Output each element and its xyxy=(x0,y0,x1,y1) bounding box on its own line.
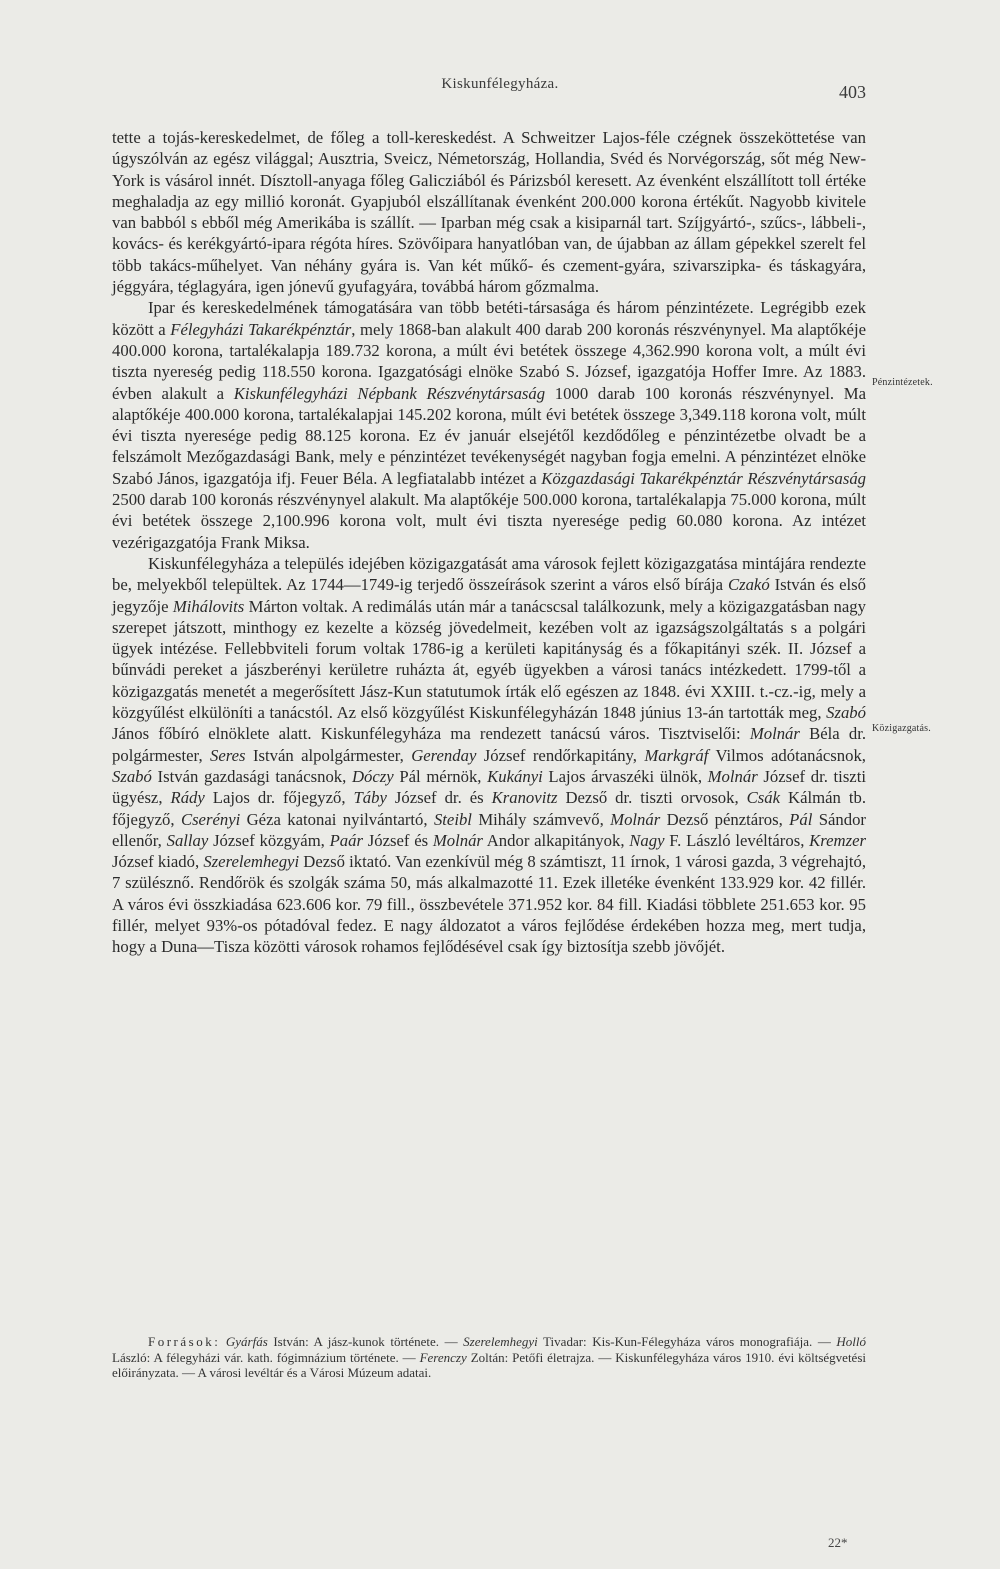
person-name: Kremzer xyxy=(809,830,866,850)
person-name: Szabó xyxy=(112,766,152,786)
person-name: Cserényi xyxy=(180,809,241,829)
text-run: Lajos dr. főjegyző, xyxy=(204,788,354,808)
person-name: Czakó xyxy=(727,575,770,595)
person-name: Nagy xyxy=(629,830,665,850)
person-name: Paár xyxy=(329,830,363,850)
page-number: 403 xyxy=(839,82,866,102)
text-run: 1000 darab 100 koronás részvénynyel. Ma alaptőkéje 400.000 korona, tartalékalapjai 145.202 korona, múlt évi betétek összege 3,349.118 korona volt, múlt évi tiszta nyeresége pedig 88.125 korona. Ez év január elsejétől kezdődőleg e pénzintézetbe olvadt be a felszámolt Mezőgazdasági Bank, mely e pénzintézet tevékenységét nagyban fogja emelni. A pénzintézet elnöke Szabó János, igazgatója ifj. Feuer Béla. A legfiatalabb intézet a xyxy=(112,383,866,488)
author-name: Holló xyxy=(836,1334,867,1349)
text-run: János főbíró elnöklete alatt. Kiskunfélegyháza ma rendezett tanácsú város. Tisztviselői: xyxy=(112,724,750,744)
text-run: Pál mérnök, xyxy=(393,766,488,786)
text-run: Mihály számvevő, xyxy=(471,809,611,829)
text-run: Dezső dr. tiszti orvosok, xyxy=(557,788,747,808)
person-name: Pál xyxy=(789,809,813,829)
person-name: Seres xyxy=(210,745,246,765)
sources-note xyxy=(112,1334,866,1381)
margin-note-banks: Pénzintézetek. xyxy=(872,377,933,388)
text-run: Kálmán tb. főjegyző, xyxy=(112,788,866,829)
text-run: Ipar és kereskedelmének támogatására van több betéti-társasága és három pénzintézete. Legrégibb ezek között a xyxy=(112,298,866,339)
bank-name: Félegyházi Takarékpénztár xyxy=(170,319,352,339)
sources-label: Források: xyxy=(148,1334,221,1349)
paragraph-administration xyxy=(112,553,866,958)
person-name: Kukányi xyxy=(487,766,543,786)
text-run: István gazdasági tanácsnok, xyxy=(151,766,352,786)
person-name: Gerenday xyxy=(411,745,477,765)
text-run: F. László levéltáros, xyxy=(664,830,810,850)
person-name: Dóczy xyxy=(351,766,394,786)
text-run: László: A félegyházi vár. kath. fógimnázium története. — xyxy=(112,1349,420,1365)
text-run: Sándor ellenőr, xyxy=(112,809,866,850)
text-run: Zoltán: Petőfi életrajza. — Kiskunfélegyháza város 1910. évi költségvetési előirányzata. — A városi levéltár és a Városi Múzeum adatai. xyxy=(112,1349,866,1381)
printer-signature: 22* xyxy=(828,1535,848,1550)
text-run: Dezső pénztáros, xyxy=(660,809,790,829)
text-run: József és xyxy=(362,830,433,850)
text-run: Andor alkapitányok, xyxy=(482,830,630,850)
person-name: Szerelemhegyi xyxy=(203,852,300,872)
person-name: Mihálovits xyxy=(172,596,245,616)
person-name: Csák xyxy=(746,788,781,808)
text-run: József kiadó, xyxy=(112,852,204,872)
text-run: István alpolgármester, xyxy=(245,745,412,765)
text-run: Béla dr. polgármester, xyxy=(112,724,867,765)
person-name: Markgráf xyxy=(644,745,709,765)
person-name: Táby xyxy=(353,788,387,808)
bank-name: Kiskunfélegyházi Népbank Részvénytársaság xyxy=(233,383,546,403)
margin-note-administration: Közigazgatás. xyxy=(872,723,931,734)
running-title: Kiskunfélegyháza. xyxy=(441,76,559,92)
text-run: István: A jász-kunok története. — xyxy=(267,1334,464,1349)
main-text xyxy=(112,127,866,958)
text-run: Dezső iktató. Van ezenkívül még 8 számtiszt, 11 írnok, 1 városi gazda, 3 végrehajtó, 7 szülésznő. Rendőrök és szolgák száma 50, más alkalmazotté 11. Ezek illetéke évenként 133.929 kor. 42 fillér. A város évi összkiadása 623.606 kor. 79 fill., összbevétele 371.952 kor. 84 fill. Kiadási többlete 251.653 kor. 95 fillér, melyet 93%-os pótadóval fedez. E nagy áldozatot a város fejlődése érdekében hozza meg, mert tudja, hogy a Duna—Tisza közötti városok rohamos fejlődésével csak így biztosítja szebb jövőjét. xyxy=(112,852,866,957)
author-name: Szerelemhegyi xyxy=(463,1334,538,1349)
person-name: Kranovitz xyxy=(491,788,558,808)
text-run: József dr. tiszti ügyész, xyxy=(112,766,866,808)
text-run: Géza katonai nyilvántartó, xyxy=(240,809,434,829)
text-run: Kiskunfélegyháza a település idejében közigazgatását ama városok fejlett közigazgatása mintájára rendezte be, melyekből települtek. Az 1744—1749-ig terjedő összeírások szerint a város első bírája xyxy=(112,553,866,595)
person-name: Sallay xyxy=(166,830,209,850)
author-name: Gyárfás xyxy=(225,1334,268,1349)
person-name: Molnár xyxy=(610,809,661,829)
bank-name: Közgazdasági Takarékpénztár Részvénytársaság xyxy=(541,468,867,488)
person-name: Molnár xyxy=(749,724,800,744)
paragraph-banks xyxy=(112,297,866,553)
person-name: Molnár xyxy=(432,830,483,850)
person-name: Steibl xyxy=(433,809,472,829)
paragraph-trade: tette a tojás-kereskedelmet, de főleg a toll-kereskedést. A Schweitzer Lajos-féle czégnek összeköttetése van úgyszólván az egész világgal; Ausztria, Sveicz, Németország, Hollandia, Svéd és Norvégország, sőt még New-York is vásárol innét. Dísztoll-anyaga főleg Galicziából és Párizsból keresett. Az évenként elszállított toll értéke meghaladja az egy millió koronát. Gyapjuból elszállítanak évenként 200.000 korona értékűt. Nagyobb kivitele van babból s ebből még Amerikába is szállít. — Iparban még csak a kisiparnál tart. Szíjgyártó-, szűcs-, lábbeli-, kovács- és kerékgyártó-ipara régóta híres. Szövőipara hanyatlóban van, de újabban az állam gépekkel szerelt fel több takács-műhelyet. Van néhány gyára is. Van két műkő- és czement-gyára, szivarszipka- és táskagyára, jéggyára, téglagyára, igen jónevű gyufagyára, továbbá három gőzmalma. xyxy=(112,128,866,297)
text-run: 2500 darab 100 koronás részvénynyel alakult. Ma alaptőkéje 500.000 korona, tartalékalapja 75.000 korona, múlt évi betétek összege 2,100.996 korona volt, mult évi tiszta nyeresége pedig 60.080 korona. Az intézet vezérigazgatója Frank Miksa. xyxy=(112,490,866,552)
person-name: Szabó xyxy=(826,703,866,723)
text-run: Márton voltak. A redimálás után már a tanácscsal találkozunk, mely a közigazgatásban nagy szerepet játszott, minthogy ez kezelte a község jövedelmeit, kezében volt az igazságszolgáltatás s a polgári ügyek intézése. Fellebbviteli forum voltak 1786-ig a kerületi kapitányság és a főkapitányi szék. II. József a bűnvádi pereket a jászberényi kerületre ruházta át, egyéb ügyekben a városi tanács intézkedett. 1799-től a közigazgatás menetét a megerősített Jász-Kun statutumok írták elő egészen az 1848. évi XXIII. t.-cz.-ig, mely a közgyűlést elkülöníti a tanácstól. Az első közgyűlést Kiskunfélegyházán 1848 június 13-án tartották meg, xyxy=(112,596,866,723)
person-name: Rády xyxy=(170,788,205,808)
author-name: Ferenczy xyxy=(419,1349,467,1365)
text-run: Lajos árvaszéki ülnök, xyxy=(542,766,708,786)
text-run: József rendőrkapitány, xyxy=(476,745,645,765)
text-run: , mely 1868-ban alakult 400 darab 200 koronás részvénynyel. Ma alaptőkéje 400.000 korona, tartalékalapja 189.732 korona, a múlt évi betétek összege 4,362.990 korona volt, a múlt évi tiszta nyereség pedig 118.550 korona. Igazgatósági elnöke Szabó S. József, igazgatója Hoffer Imre. Az 1883. évben alakult a xyxy=(112,319,866,403)
text-run: Tivadar: Kis-Kun-Félegyháza város monografiája. — xyxy=(537,1334,837,1349)
text-run: József dr. és xyxy=(386,788,492,808)
text-run: Vilmos adótanácsnok, xyxy=(708,745,866,765)
text-run: István és első jegyzője xyxy=(112,575,866,616)
person-name: Molnár xyxy=(707,766,758,786)
text-run: József közgyám, xyxy=(208,830,330,850)
